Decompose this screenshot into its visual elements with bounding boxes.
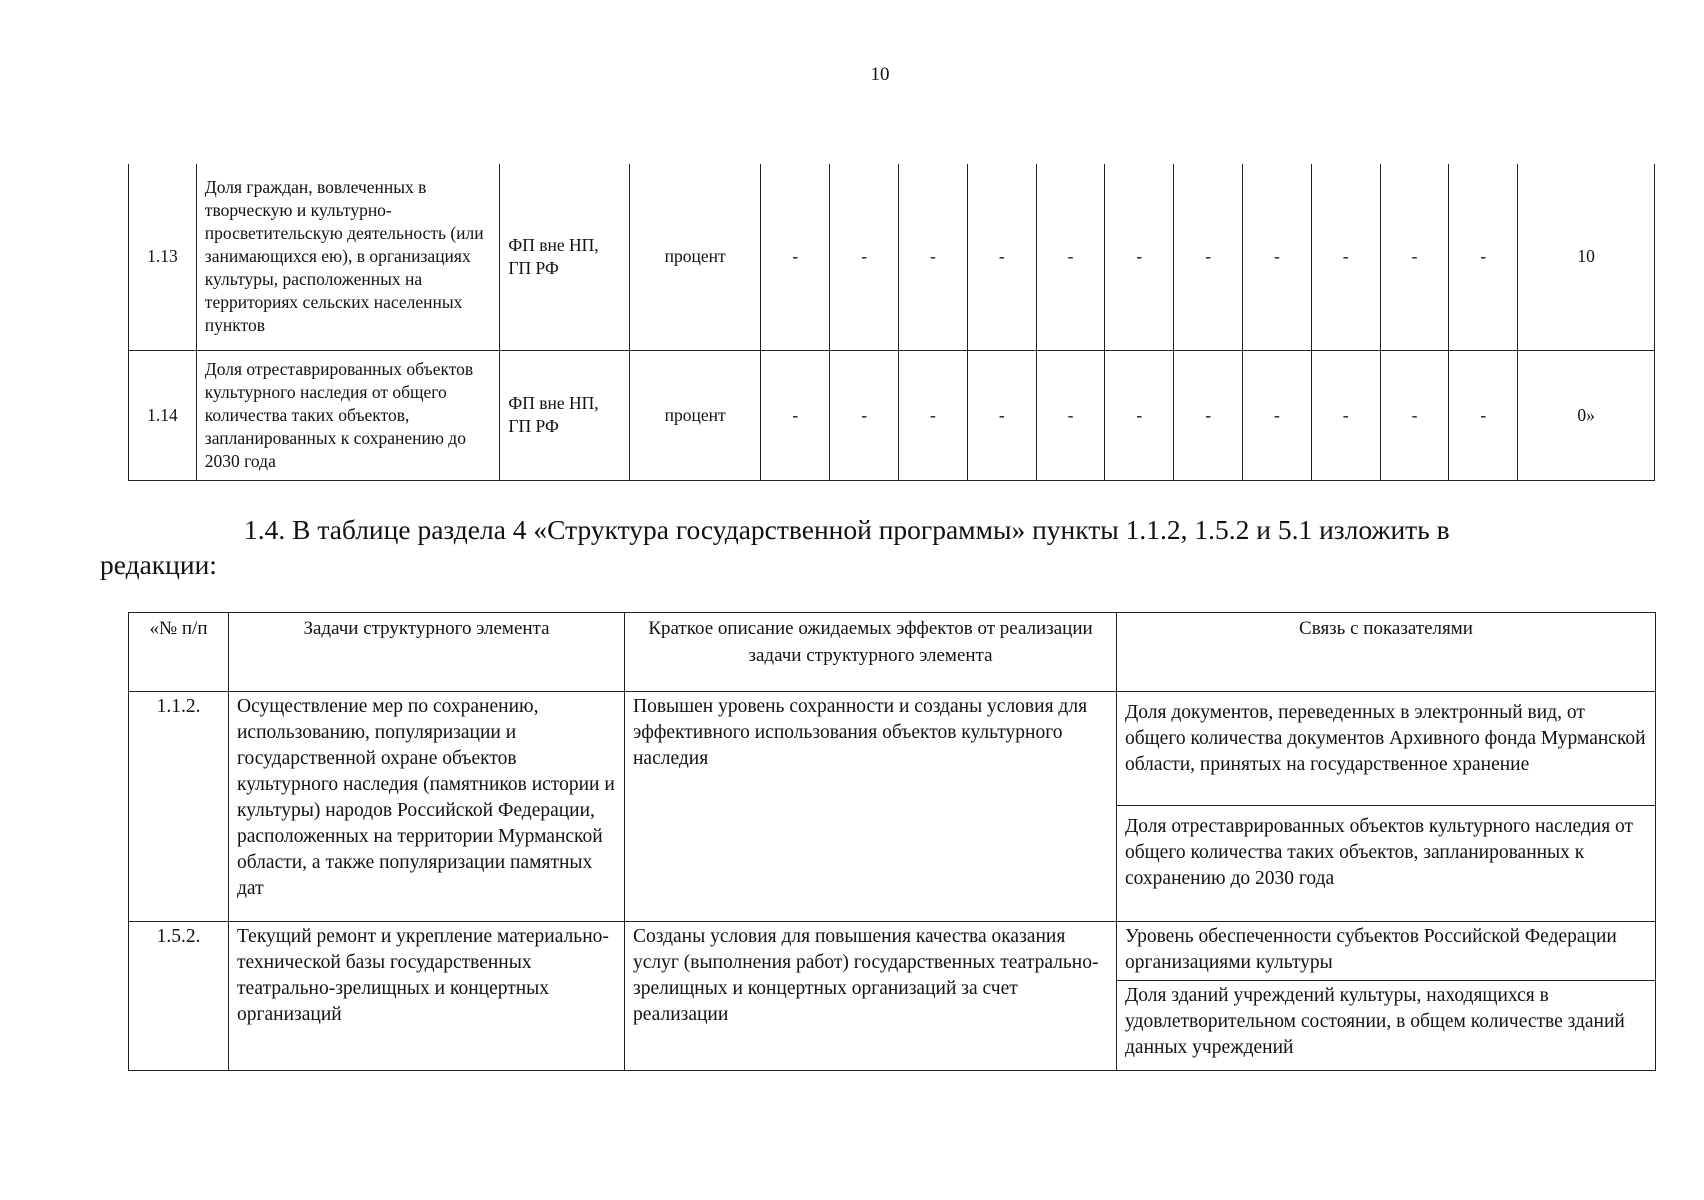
indicator-name: Доля граждан, вовлеченных в творческую и культурно-просветительскую деятельность (или занимающихся ею), в организациях культуры, расположенных на территориях сельских населенных пунктов — [196, 164, 500, 350]
header-links: Связь с показателями — [1117, 613, 1656, 692]
row-number: 1.1.2. — [129, 692, 229, 922]
value-cell: - — [1174, 350, 1243, 480]
table-row — [129, 350, 1655, 480]
value-cell: - — [1449, 164, 1518, 350]
table-row — [129, 922, 1656, 981]
indicator-unit: процент — [629, 350, 761, 480]
target-value: 10 — [1518, 164, 1655, 350]
structure-table — [128, 612, 1656, 1071]
value-cell: - — [967, 350, 1036, 480]
value-cell: - — [1036, 350, 1105, 480]
value-cell: - — [967, 164, 1036, 350]
effect-description: Повышен уровень сохранности и созданы условия для эффективного использования объектов культурного наследия — [625, 692, 1117, 922]
value-cell: - — [1311, 350, 1380, 480]
value-cell: - — [1243, 350, 1312, 480]
indicator-source: ФП вне НП, ГП РФ — [500, 164, 630, 350]
task-description: Осуществление мер по сохранению, использованию, популяризации и государственной охране объектов культурного наследия (памятников истории и культуры) народов Российской Федерации, расположенных на территории Мурманской области, а также популяризации памятных дат — [229, 692, 625, 922]
target-value: 0» — [1518, 350, 1655, 480]
task-description: Текущий ремонт и укрепление материально-технической базы государственных театрально-зрелищных и концертных организаций — [229, 922, 625, 1071]
header-effects: Краткое описание ожидаемых эффектов от реализации задачи структурного элемента — [625, 613, 1117, 692]
value-cell: - — [830, 350, 899, 480]
value-cell: - — [830, 164, 899, 350]
value-cell: - — [1105, 164, 1174, 350]
amendment-paragraph — [100, 512, 1592, 582]
value-cell: - — [1036, 164, 1105, 350]
value-cell: - — [761, 350, 830, 480]
value-cell: - — [899, 164, 968, 350]
header-tasks: Задачи структурного элемента — [229, 613, 625, 692]
linked-indicator: Доля отреставрированных объектов культурного наследия от общего количества таких объектов, запланированных к сохранению до 2030 года — [1117, 806, 1656, 922]
table-row — [129, 692, 1656, 806]
value-cell: - — [761, 164, 830, 350]
linked-indicator: Доля документов, переведенных в электронный вид, от общего количества документов Архивного фонда Мурманской области, принятых на государственное хранение — [1117, 692, 1656, 806]
header-num: «№ п/п — [129, 613, 229, 692]
table-row — [129, 164, 1655, 350]
value-cell: - — [1174, 164, 1243, 350]
page-number: 10 — [870, 64, 890, 85]
table-header-row — [129, 613, 1656, 692]
paragraph-line: 1.4. В таблице раздела 4 «Структура государственной программы» пункты 1.1.2, 1.5.2 и 5.1 изложить в — [244, 514, 1450, 545]
row-number: 1.14 — [129, 350, 197, 480]
indicator-name: Доля отреставрированных объектов культурного наследия от общего количества таких объектов, запланированных к сохранению до 2030 года — [196, 350, 500, 480]
indicators-table — [128, 164, 1655, 481]
value-cell: - — [1380, 164, 1449, 350]
row-number: 1.13 — [129, 164, 197, 350]
value-cell: - — [1311, 164, 1380, 350]
value-cell: - — [1449, 350, 1518, 480]
indicator-source: ФП вне НП, ГП РФ — [500, 350, 630, 480]
effect-description: Созданы условия для повышения качества оказания услуг (выполнения работ) государственных театрально-зрелищных и концертных организаций за счет реализации — [625, 922, 1117, 1071]
row-number: 1.5.2. — [129, 922, 229, 1071]
value-cell: - — [1380, 350, 1449, 480]
indicator-unit: процент — [629, 164, 761, 350]
value-cell: - — [1105, 350, 1174, 480]
value-cell: - — [1243, 164, 1312, 350]
linked-indicator: Доля зданий учреждений культуры, находящихся в удовлетворительном состоянии, в общем количестве зданий данных учреждений — [1117, 981, 1656, 1071]
paragraph-line: редакции: — [100, 549, 217, 580]
linked-indicator: Уровень обеспеченности субъектов Российской Федерации организациями культуры — [1117, 922, 1656, 981]
value-cell: - — [899, 350, 968, 480]
